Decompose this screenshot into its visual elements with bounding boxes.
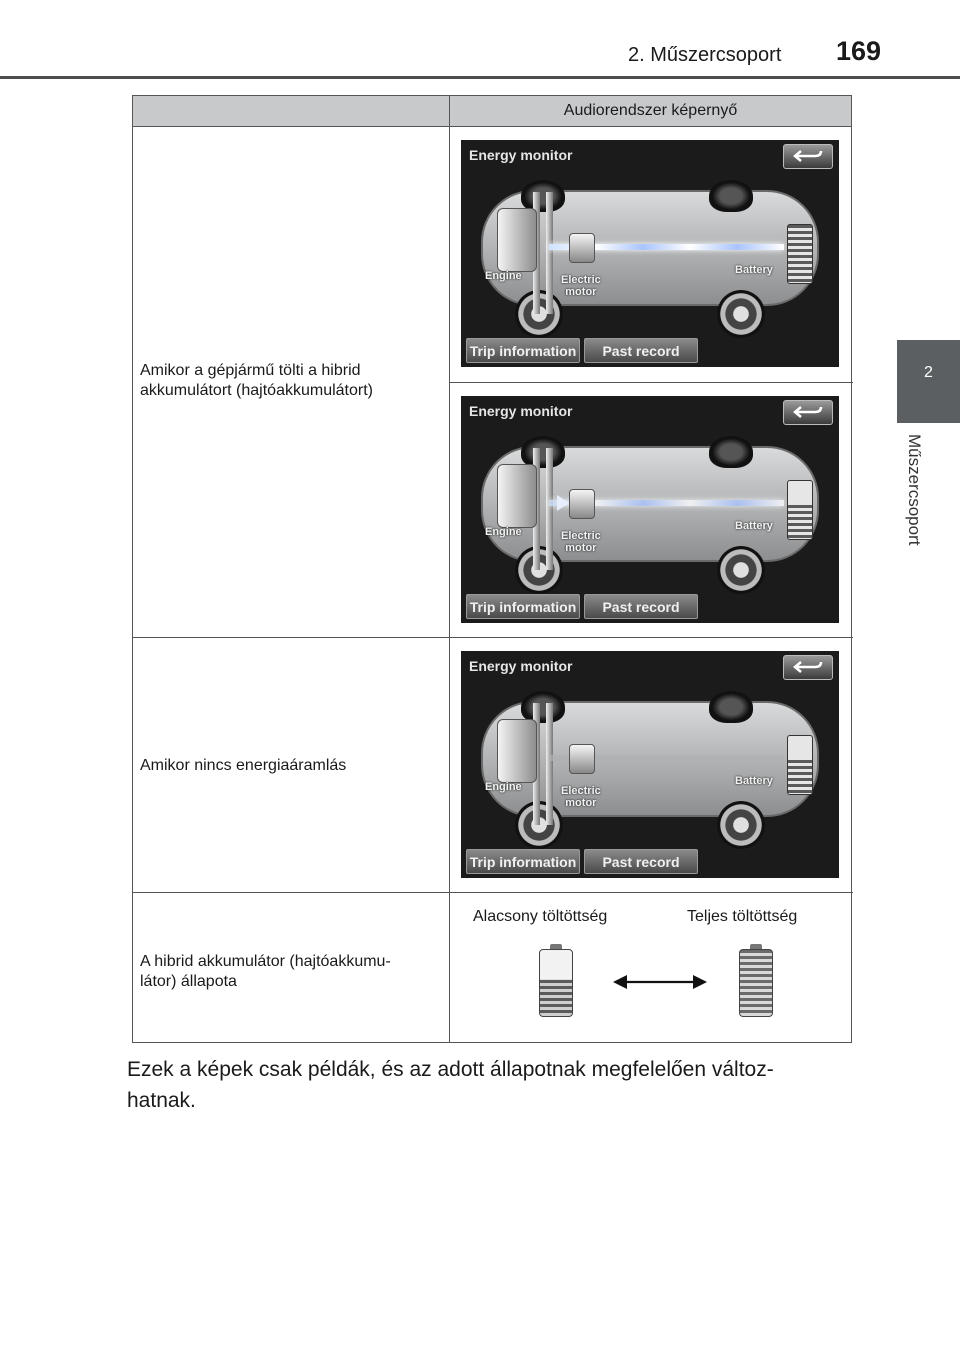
trip-information-button[interactable]: Trip information <box>466 594 580 619</box>
motor-label: Electric motor <box>561 274 601 298</box>
row-divider <box>133 637 853 638</box>
battery-icon <box>787 735 813 795</box>
screen-title: Energy monitor <box>469 147 573 163</box>
flow-arrow-icon <box>557 495 569 511</box>
energy-monitor-table <box>132 95 852 1043</box>
energy-monitor-screen <box>461 396 839 623</box>
wheel-icon <box>717 801 765 849</box>
page-number: 169 <box>836 36 882 66</box>
row-divider <box>133 892 853 893</box>
table-header <box>133 96 851 127</box>
row-label-no-flow: Amikor nincs energiaáramlás <box>140 757 347 774</box>
wheel-icon <box>709 180 753 212</box>
header-rule <box>0 76 960 79</box>
battery-label: Battery <box>735 775 773 787</box>
trip-information-button[interactable]: Trip information <box>466 849 580 874</box>
motor-label: Electric motor <box>561 530 601 554</box>
wheel-icon <box>717 290 765 338</box>
motor-label: Electric motor <box>561 785 601 809</box>
header-section-title: 2. Műszercsoport <box>628 44 782 66</box>
double-arrow-icon <box>613 974 707 990</box>
side-tab <box>897 340 960 423</box>
engine-icon <box>497 719 537 783</box>
electric-motor-icon <box>569 489 595 519</box>
low-battery-icon <box>539 949 573 1017</box>
engine-icon <box>497 464 537 528</box>
battery-label: Battery <box>735 520 773 532</box>
column-header: Audiorendszer képernyő <box>563 102 738 119</box>
energy-monitor-screen <box>461 651 839 878</box>
engine-icon <box>497 208 537 272</box>
side-tab-number: 2 <box>924 364 933 381</box>
low-charge-label: Alacsony töltöttség <box>473 908 608 925</box>
shaft <box>546 448 553 570</box>
electric-motor-icon <box>569 744 595 774</box>
trip-information-button[interactable]: Trip information <box>466 338 580 363</box>
engine-label: Engine <box>485 270 522 282</box>
past-record-button[interactable]: Past record <box>584 594 698 619</box>
past-record-button[interactable]: Past record <box>584 849 698 874</box>
back-arrow-icon[interactable] <box>783 400 833 425</box>
footnote: Ezek a képek csak példák, és az adott állapotnak megfelelően változ- hatnak. <box>127 1058 774 1112</box>
engine-label: Engine <box>485 781 522 793</box>
wheel-icon <box>709 691 753 723</box>
battery-label: Battery <box>735 264 773 276</box>
electric-motor-icon <box>569 233 595 263</box>
past-record-button[interactable]: Past record <box>584 338 698 363</box>
back-arrow-icon[interactable] <box>783 144 833 169</box>
back-arrow-icon[interactable] <box>783 655 833 680</box>
row-divider <box>449 382 853 383</box>
shaft <box>546 703 553 825</box>
battery-icon <box>787 224 813 284</box>
row-label-battery-state: A hibrid akkumulátor (hajtóakkumu- látor) állapota <box>140 953 391 990</box>
engine-label: Engine <box>485 526 522 538</box>
shaft <box>546 192 553 314</box>
full-charge-label: Teljes töltöttség <box>687 908 798 925</box>
screen-title: Energy monitor <box>469 403 573 419</box>
wheel-icon <box>709 436 753 468</box>
battery-icon <box>787 480 813 540</box>
wheel-icon <box>717 546 765 594</box>
column-divider <box>449 96 450 1042</box>
side-tab-label: Műszercsoport <box>905 434 924 546</box>
full-battery-icon <box>739 949 773 1017</box>
screen-title: Energy monitor <box>469 658 573 674</box>
energy-monitor-screen <box>461 140 839 367</box>
row-label-charging: Amikor a gépjármű tölti a hibrid akkumulátort (hajtóakkumulátort) <box>140 362 373 399</box>
